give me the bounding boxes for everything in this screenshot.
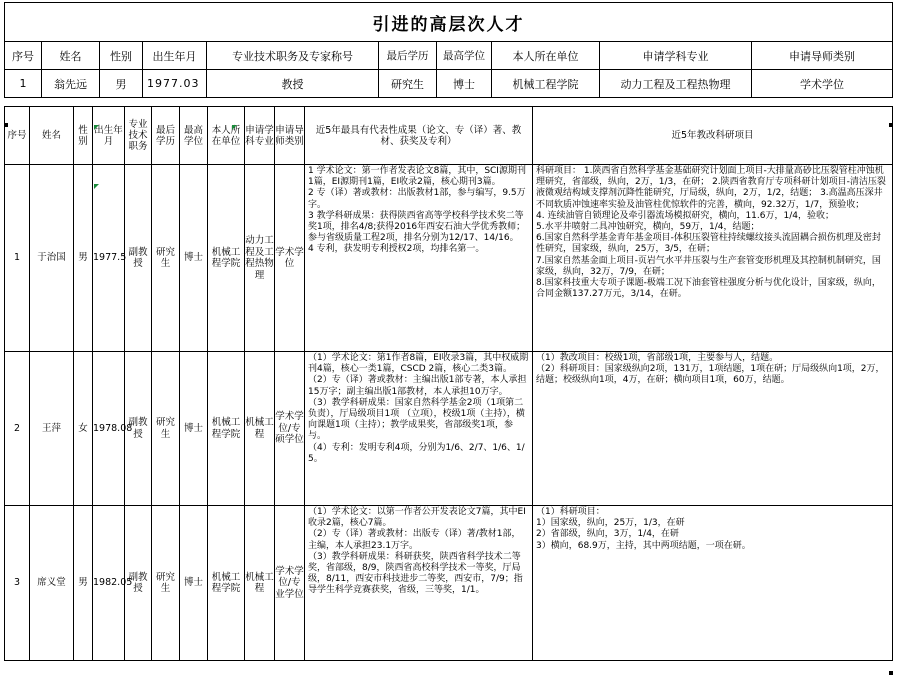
table-cell[interactable]: 机械工程学院 bbox=[208, 352, 245, 506]
table-cell[interactable]: 男 bbox=[74, 165, 93, 352]
table-cell[interactable]: 1977.03 bbox=[143, 70, 207, 98]
selection-handle bbox=[4, 123, 8, 127]
spreadsheet-sheet bbox=[4, 2, 892, 661]
table-cell[interactable]: 博士 bbox=[437, 70, 492, 98]
header-cell[interactable]: 近5年最具有代表性成果（论文、专（译）著、教材、获奖及专利） bbox=[305, 107, 533, 165]
table-cell[interactable]: 席义堂 bbox=[30, 506, 74, 661]
text-line: 4. 连续油管自锁理论及牵引器流场模拟研究，横向，11.6万，1/4，验收； bbox=[536, 210, 834, 221]
talent-detail-table bbox=[4, 106, 893, 661]
table-cell[interactable]: 机械工程学院 bbox=[208, 165, 245, 352]
table-cell[interactable]: 机械工程 bbox=[245, 506, 275, 661]
header-cell[interactable]: 序号 bbox=[5, 42, 42, 70]
selection-handle bbox=[889, 123, 893, 127]
table-cell[interactable]: 机械工程学院 bbox=[208, 506, 245, 661]
header-cell[interactable]: 本人所在单位 bbox=[492, 42, 600, 70]
table-cell[interactable]: 男 bbox=[74, 506, 93, 661]
comment-indicator-icon bbox=[232, 125, 237, 130]
achievements-cell[interactable] bbox=[305, 506, 533, 661]
text-line: （1）科研项目： bbox=[536, 507, 605, 517]
text-line: 2）省部级，纵向，3万，1/4，在研 bbox=[536, 529, 679, 540]
text-line: 科研项目： 1.陕西省自然科学基金基础研究计划面上项目-大排量高砂比压裂管柱冲蚀机理研究，省部级，纵向，2万，1/3，在研； 2.陕西省教育厅专项科研计划项目-清洁压裂液微观结构域支撑剂沉降性能研究，厅局级，纵向，2万，1/2，结题； 3.高温高压深井不同软质冲蚀速率实验及油管柱优惊软件的完善，横向，92.32万，1/7，预验收； bbox=[536, 166, 886, 210]
table-cell[interactable]: 1982.05 bbox=[93, 506, 125, 661]
header-cell[interactable]: 本人所在单位 bbox=[208, 107, 245, 165]
text-line: 1）国家级，纵向，25万，1/3，在研 bbox=[536, 518, 685, 529]
selection-handle bbox=[889, 671, 893, 675]
text-line: （2）专（译）著或教材：主编出版1部专著，本人承担15万字；副主编出版1部教材，本人承担10万字。 bbox=[308, 375, 527, 397]
table-cell[interactable]: 研究生 bbox=[379, 70, 437, 98]
table-cell[interactable]: 1978.08 bbox=[93, 352, 125, 506]
header-cell[interactable]: 最后学历 bbox=[152, 107, 180, 165]
table-cell[interactable]: 3 bbox=[5, 506, 30, 661]
comment-indicator-icon bbox=[94, 125, 99, 130]
text-line: 7.国家自然基金面上项目-页岩气水平井压裂与生产套管变形机理及其控制机制研究，国家级，纵向，32万，7/9，在研； bbox=[536, 255, 881, 277]
text-line: （3）教学科研成果：国家自然科学基金2项（1项第二负责），厅局级项目1项 （立项），校级1项（主持），横向课题1项（主持）；教学成果奖，省部级奖1项，参与。 bbox=[308, 397, 525, 442]
text-line: 4 专利，获发明专利授权2项，均排名第一。 bbox=[308, 244, 485, 255]
header-cell[interactable]: 专业技术职务及专家称号 bbox=[207, 42, 379, 70]
header-cell[interactable]: 序号 bbox=[5, 107, 30, 165]
header-cell[interactable]: 性别 bbox=[100, 42, 143, 70]
header-cell[interactable]: 姓名 bbox=[30, 107, 74, 165]
table-row bbox=[5, 506, 893, 661]
header-cell[interactable]: 最高学位 bbox=[437, 42, 492, 70]
table-cell[interactable]: 副教授 bbox=[125, 352, 152, 506]
text-line: （1）学术论文：以第一作者公开发表论文7篇，其中EI收录2篇，核心7篇。 bbox=[308, 507, 526, 529]
summary-table bbox=[4, 2, 893, 98]
table-cell[interactable]: 研究生 bbox=[152, 352, 180, 506]
table-row bbox=[5, 165, 893, 352]
text-line: 2 专（译）著或教材：出版教材1部，参与编写，9.5万字。 bbox=[308, 188, 526, 210]
header-cell[interactable]: 专业技术职务 bbox=[125, 107, 152, 165]
projects-cell[interactable] bbox=[533, 165, 893, 352]
text-line: 3 教学科研成果：获得陕西省高等学校科学技术奖二等奖1项，排名4/8;获得2016年西安石油大学优秀教师；参与省级质量工程2项，排名分别为12/17、14/16。 bbox=[308, 210, 526, 244]
table-cell[interactable]: 学术学位 bbox=[275, 165, 305, 352]
table-cell[interactable]: 副教授 bbox=[125, 165, 152, 352]
projects-cell[interactable] bbox=[533, 506, 893, 661]
summary-data-row bbox=[5, 70, 893, 98]
table-cell[interactable]: 学术学位/专硕学位 bbox=[275, 352, 305, 506]
table-cell[interactable]: 机械工程 bbox=[245, 352, 275, 506]
table-cell[interactable]: 研究生 bbox=[152, 165, 180, 352]
text-line: （1）学术论文：第1作者8篇，EI收录3篇，其中权威期刊4篇，核心一类1篇，CSCD 2篇，核心二类3篇。 bbox=[308, 353, 529, 375]
header-cell[interactable]: 最后学历 bbox=[379, 42, 437, 70]
table-cell[interactable]: 学术学位 bbox=[752, 70, 893, 98]
page-title: 引进的高层次人才 bbox=[5, 3, 893, 42]
text-line: （4）专利：发明专利4项，分别为1/6、2/7、1/6、1/5。 bbox=[308, 442, 525, 464]
table-cell[interactable]: 于治国 bbox=[30, 165, 74, 352]
achievements-cell[interactable] bbox=[305, 352, 533, 506]
header-cell[interactable]: 出生年月 bbox=[93, 107, 125, 165]
text-line: （2）专（译）著或教材：出版专（译）著/教材1部，主编，本人承担23.1万字。 bbox=[308, 529, 521, 551]
table-cell[interactable]: 动力工程及工程热物理 bbox=[600, 70, 752, 98]
detail-header-row bbox=[5, 107, 893, 165]
table-cell[interactable]: 副教授 bbox=[125, 506, 152, 661]
table-cell[interactable]: 博士 bbox=[180, 352, 208, 506]
text-line: （3）教学科研成果：科研获奖，陕西省科学技术二等奖，省部级，8/9，陕西省高校科学技术一等奖，厅局级，8/11，西安市科技进步二等奖，西安市，7/9；指导学生科学竞赛获奖，省级，三等奖，1/1。 bbox=[308, 551, 523, 596]
table-cell[interactable]: 1 bbox=[5, 70, 42, 98]
table-cell[interactable]: 博士 bbox=[180, 506, 208, 661]
table-row bbox=[5, 352, 893, 506]
projects-cell[interactable] bbox=[533, 352, 893, 506]
text-line: 5.水平井喷射二具冲蚀研究，横向，59万，1/4，结题； bbox=[536, 222, 760, 233]
table-cell[interactable]: 研究生 bbox=[152, 506, 180, 661]
header-cell[interactable]: 姓名 bbox=[42, 42, 100, 70]
header-cell[interactable]: 出生年月 bbox=[143, 42, 207, 70]
table-cell[interactable]: 王萍 bbox=[30, 352, 74, 506]
text-line: （2）科研项目：国家级纵向2项，131万，1项结题，1项在研；厅局级纵向1项，2万，结题；校级纵向1项，4万，在研；横向项目1项，60万，结题。 bbox=[536, 364, 885, 386]
table-cell[interactable]: 博士 bbox=[180, 165, 208, 352]
table-cell[interactable]: 2 bbox=[5, 352, 30, 506]
header-cell[interactable]: 申请导师类别 bbox=[275, 107, 305, 165]
achievements-cell[interactable] bbox=[305, 165, 533, 352]
header-cell[interactable]: 申请导师类别 bbox=[752, 42, 893, 70]
comment-indicator-icon bbox=[94, 184, 99, 189]
header-cell[interactable]: 申请学科专业 bbox=[600, 42, 752, 70]
table-cell[interactable]: 1 bbox=[5, 165, 30, 352]
table-cell[interactable]: 翁先远 bbox=[42, 70, 100, 98]
table-cell[interactable]: 女 bbox=[74, 352, 93, 506]
header-cell[interactable]: 申请学科专业 bbox=[245, 107, 275, 165]
text-line: 6.国家自然科学基金青年基金项目-体积压裂管柱持续螺纹接头流固耦合损伤机理及密封性研究，国家级，纵向，25万，3/5，在研； bbox=[536, 233, 881, 255]
text-line: 8.国家科技重大专项子课题-极端工况下油套管柱强度分析与优化设计，国家级，纵向，合同金额137.27万元，3/14，在研。 bbox=[536, 278, 881, 300]
header-cell[interactable]: 近5年教改科研项目 bbox=[533, 107, 893, 165]
header-cell[interactable]: 最高学位 bbox=[180, 107, 208, 165]
table-cell[interactable]: 机械工程学院 bbox=[492, 70, 600, 98]
table-cell[interactable]: 1977.5 bbox=[93, 165, 125, 352]
table-cell[interactable]: 教授 bbox=[207, 70, 379, 98]
summary-header-row bbox=[5, 42, 893, 70]
header-cell[interactable]: 性别 bbox=[74, 107, 93, 165]
text-line: （1）教改项目：校级1项，省部级1项，主要参与人，结题。 bbox=[536, 353, 779, 363]
table-cell[interactable]: 男 bbox=[100, 70, 143, 98]
text-line: 1 学术论文：第一作者发表论文8篇，其中，SCI源期刊1篇，EI源期刊1篇，EI收录2篇，核心期刊3篇。 bbox=[308, 166, 526, 188]
table-cell[interactable]: 学术学位/专业学位 bbox=[275, 506, 305, 661]
text-line: 3）横向，68.9万，主持，其中两项结题，一项在研。 bbox=[536, 540, 751, 551]
table-cell[interactable]: 动力工程及工程热物理 bbox=[245, 165, 275, 352]
